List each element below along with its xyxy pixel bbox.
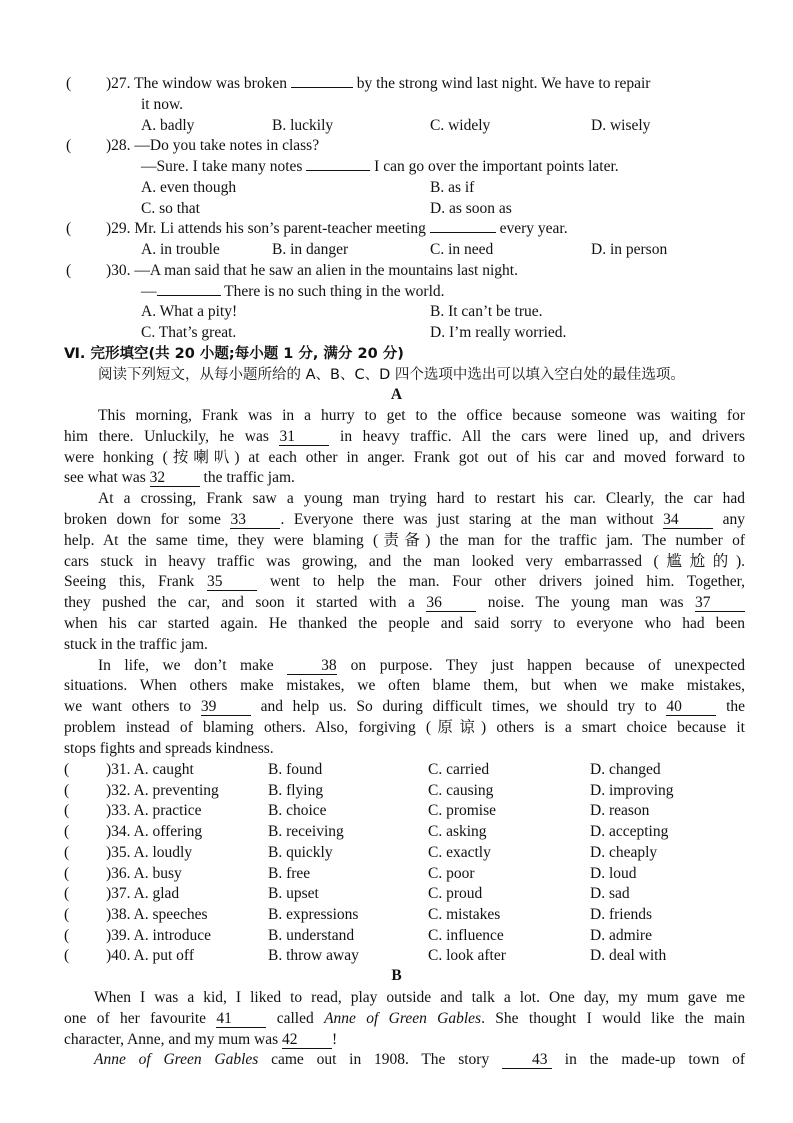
option-row-paren: (	[64, 843, 70, 861]
blank-42[interactable]: 42	[282, 1031, 332, 1049]
passage-a-line: broken down for some 33 . Everyone there was just staring at the man without 34 any	[64, 510, 746, 528]
option-choice: C. mistakes	[428, 905, 501, 923]
option-choice: D. reason	[590, 802, 650, 820]
option-choice: C. promise	[428, 802, 497, 820]
blank-32[interactable]: 32	[150, 469, 200, 487]
option-choice: D. friends	[590, 905, 652, 923]
q28-stem: )28. —Do you take notes in class?	[106, 137, 320, 154]
option-choice: B. quickly	[268, 843, 333, 861]
q27-stem: )27. The window was broken by the strong wind last night. We have to repair	[106, 75, 651, 92]
q29-option-b: B. in danger	[272, 241, 349, 258]
option-choice: B. free	[268, 864, 311, 882]
q27-stem-cont: it now.	[141, 96, 184, 113]
option-choice: B. expressions	[268, 905, 359, 923]
q30-option-a: A. What a pity!	[141, 303, 238, 320]
blank-37[interactable]: 37	[695, 594, 745, 612]
blank-35[interactable]: 35	[207, 573, 257, 591]
option-row-paren: (	[64, 802, 70, 820]
q27-option-c: C. widely	[430, 117, 491, 134]
option-question: )33. A. practice	[106, 802, 202, 820]
passage-a-line: stuck in the traffic jam.	[64, 635, 208, 653]
blank-39[interactable]: 39	[201, 698, 251, 716]
option-question: )39. A. introduce	[106, 926, 212, 944]
option-question: )32. A. preventing	[106, 781, 219, 799]
q30-line2: — There is no such thing in the world.	[141, 283, 445, 300]
option-question: )31. A. caught	[106, 761, 194, 778]
q29-paren: (	[66, 220, 72, 237]
q28-option-a: A. even though	[141, 179, 237, 196]
section-title: Ⅵ. 完形填空(共 20 小题;每小题 1 分, 满分 20 分)	[64, 346, 404, 362]
q28-line2: —Sure. I take many notes I can go over the important points later.	[141, 158, 619, 175]
q27-blank[interactable]	[291, 87, 353, 88]
passage-b-line: one of her favourite 41 called Anne of Green Gables. She thought I would like the main	[64, 1009, 746, 1027]
option-choice: B. found	[268, 761, 323, 778]
q29-blank[interactable]	[430, 232, 496, 233]
option-choice: D. sad	[590, 885, 630, 903]
passage-a-line: This morning, Frank was in a hurry to get to the office because someone was waiting for	[98, 407, 745, 424]
option-choice: D. cheaply	[590, 843, 658, 861]
q30-stem: )30. —A man said that he saw an alien in the mountains last night.	[106, 262, 518, 279]
option-choice: D. loud	[590, 864, 637, 882]
option-choice: C. poor	[428, 864, 475, 882]
option-choice: C. exactly	[428, 843, 491, 861]
blank-40[interactable]: 40	[666, 698, 716, 716]
option-row-paren: (	[64, 947, 70, 965]
q30-option-c: C. That’s great.	[141, 324, 237, 341]
blank-31[interactable]: 31	[279, 428, 329, 446]
option-choice: B. upset	[268, 885, 319, 903]
option-question: )37. A. glad	[106, 885, 180, 903]
option-choice: B. flying	[268, 781, 324, 799]
q29-stem: )29. Mr. Li attends his son’s parent-teacher meeting every year.	[106, 220, 568, 237]
option-choice: B. receiving	[268, 823, 344, 841]
passage-a-line: were honking (按喇叭) at each other in anger. Frank got out of his car and moved forward to	[64, 448, 745, 466]
option-choice: C. influence	[428, 926, 504, 944]
q27-paren: (	[66, 75, 72, 92]
option-question: )35. A. loudly	[106, 843, 193, 861]
q30-option-d: D. I’m really worried.	[430, 324, 567, 341]
option-row-paren: (	[64, 864, 70, 882]
section-instruction: 阅读下列短文，从每小题所给的 A、B、C、D 四个选项中选出可以填入空白处的最佳选项。	[98, 367, 685, 383]
passage-b	[64, 988, 745, 1071]
option-choice: C. look after	[428, 947, 506, 965]
passage-a-line: when his car started again. He thanked the people and said sorry to everyone who had been	[64, 614, 745, 632]
passage-a-line: cars stuck in heavy traffic was growing, and the man looked very embarrassed (尴尬的).	[64, 552, 745, 570]
passage-a-line: At a crossing, Frank saw a young man trying hard to restart his car. Clearly, the car had	[98, 490, 745, 508]
passage-a-label: A	[390, 386, 403, 403]
q27-option-a: A. badly	[141, 117, 195, 134]
q30-blank[interactable]	[157, 295, 221, 296]
option-choice: B. throw away	[268, 947, 359, 965]
q28-option-b: B. as if	[430, 179, 475, 196]
blank-38[interactable]: 38	[287, 657, 337, 675]
blank-34[interactable]: 34	[663, 511, 713, 529]
passage-a-line: In life, we don’t make 38 on purpose. They just happen because of unexpected	[98, 656, 746, 674]
option-row-paren: (	[64, 885, 70, 903]
option-choice: B. understand	[268, 926, 355, 944]
option-question: )36. A. busy	[106, 864, 182, 882]
passage-b-line: character, Anne, and my mum was 42 !	[64, 1030, 338, 1048]
option-question: )38. A. speeches	[106, 905, 208, 923]
blank-41[interactable]: 41	[216, 1010, 266, 1028]
option-choice: D. accepting	[590, 823, 669, 841]
option-choice: B. choice	[268, 802, 327, 820]
passage-a-line: stops fights and spreads kindness.	[64, 739, 274, 757]
option-choice: C. asking	[428, 823, 487, 841]
option-row-paren: (	[64, 926, 70, 944]
passage-b-label: B	[391, 967, 402, 984]
q27-option-d: D. wisely	[591, 117, 651, 134]
option-question: )34. A. offering	[106, 823, 203, 841]
passage-a-line: help. At the same time, they were blaming (责备) the man for the traffic jam. The number of	[64, 531, 745, 549]
option-choice: D. changed	[590, 761, 661, 778]
q28-paren: (	[66, 137, 72, 154]
passage-a-line: situations. When others make mistakes, we often blame them, but when we make mistakes,	[64, 677, 745, 695]
blank-43[interactable]: 43	[502, 1051, 552, 1069]
q28-option-c: C. so that	[141, 200, 200, 217]
option-choice: D. admire	[590, 926, 652, 944]
passage-a-line: him there. Unluckily, he was 31 in heavy traffic. All the cars were lined up, and drivers	[64, 427, 746, 445]
passage-b-line: When I was a kid, I liked to read, play outside and talk a lot. One day, my mum gave me	[94, 989, 745, 1006]
option-row-paren: (	[64, 905, 70, 923]
passage-a-line: see what was 32 the traffic jam.	[64, 469, 295, 487]
q27-option-b: B. luckily	[272, 117, 334, 134]
passage-a-line: they pushed the car, and soon it started with a 36 noise. The young man was 37	[64, 593, 745, 614]
option-row-paren: (	[64, 781, 70, 799]
option-row-paren: (	[64, 823, 70, 841]
q28-option-d: D. as soon as	[430, 200, 512, 217]
option-question: )40. A. put off	[106, 947, 194, 965]
blank-33[interactable]: 33	[230, 511, 280, 529]
q29-option-c: C. in need	[430, 241, 494, 258]
passage-b-line: Anne of Green Gables came out in 1908. The story 43 in the made-up town of	[94, 1051, 746, 1069]
option-choice: C. causing	[428, 781, 494, 799]
passage-a-line: we want others to 39 and help us. So during difficult times, we should try to 40 the	[64, 698, 746, 716]
option-choice: C. carried	[428, 761, 490, 778]
passage-a-line: problem instead of blaming others. Also, forgiving (原谅) others is a smart choice because it	[64, 718, 745, 736]
q30-paren: (	[66, 262, 72, 279]
q28-blank[interactable]	[306, 170, 370, 171]
q30-option-b: B. It can’t be true.	[430, 303, 543, 320]
q29-option-d: D. in person	[591, 241, 668, 258]
option-row-paren: (	[64, 761, 70, 778]
blank-36[interactable]: 36	[426, 594, 476, 612]
passage-a	[64, 406, 745, 760]
option-choice: D. improving	[590, 781, 674, 799]
option-choice: C. proud	[428, 885, 483, 903]
q29-option-a: A. in trouble	[141, 241, 220, 258]
passage-a-line: Seeing this, Frank 35 went to help the man. Four other drivers joined him. Together,	[64, 573, 746, 591]
option-choice: D. deal with	[590, 947, 667, 965]
